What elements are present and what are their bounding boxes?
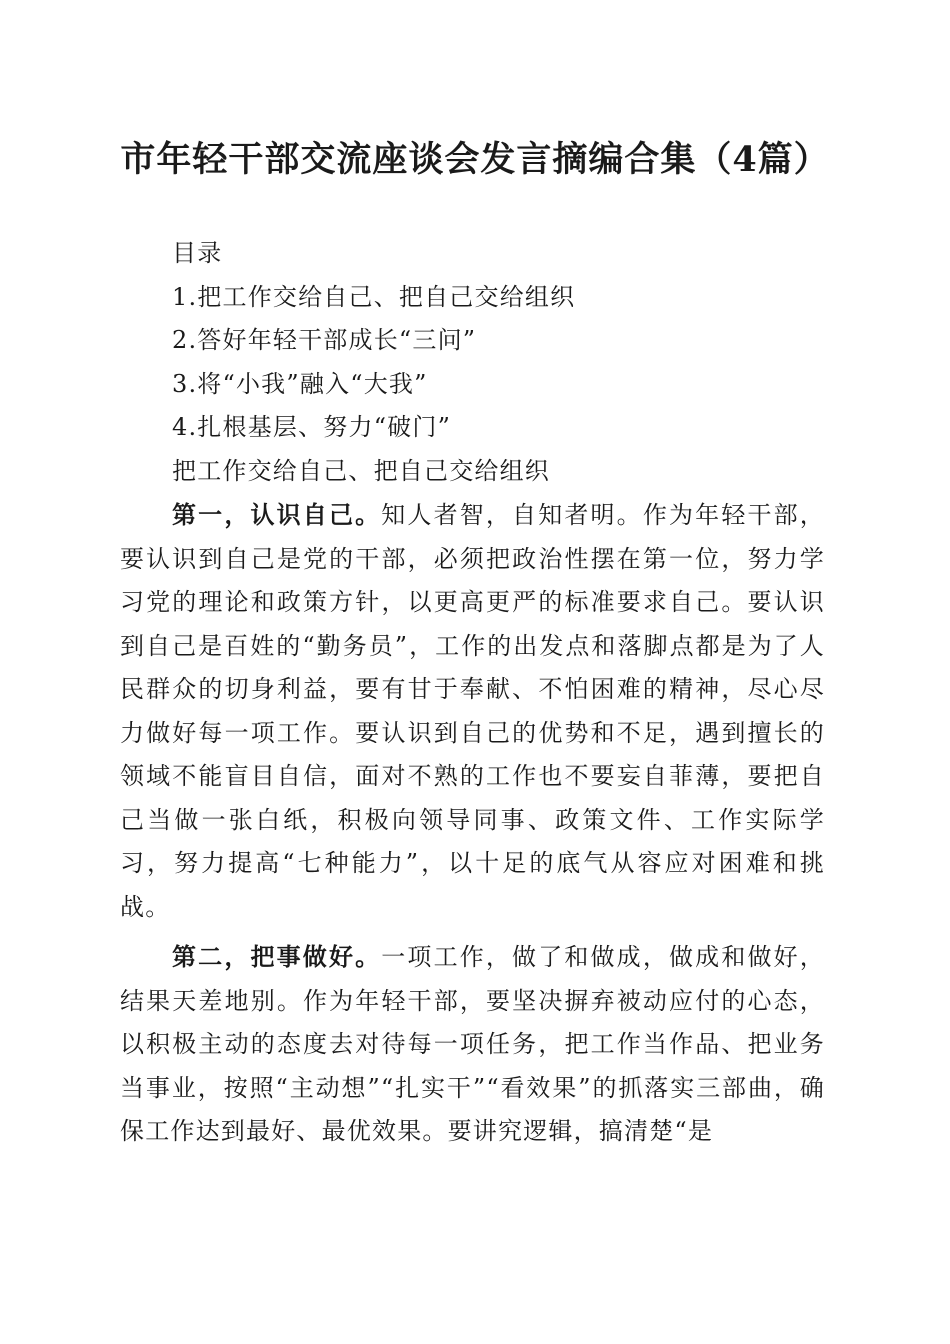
paragraph-1: [120, 493, 825, 929]
paragraph-1-lead: 第一，认识自己。: [172, 500, 382, 529]
toc-item-4: 4.扎根基层、努力“破门”: [172, 413, 452, 441]
document-body: [120, 232, 825, 1154]
toc-item-3: 3.将“小我”融入“大我”: [172, 369, 428, 398]
toc-item-2: 2.答好年轻干部成长“三问”: [172, 326, 477, 354]
paragraph-2-text: 一项工作，做了和做成，做成和做好，结果天差地别。作为年轻干部，要坚决摒弃被动应付的心态，以积极主动的态度去对待每一项任务，把工作当作品、把业务当事业，按照“主动想”“扎实干”“看效果”的抓落实三部曲，确保工作达到最好、最优效果。要讲究逻辑，搞清楚“是: [120, 943, 825, 1145]
section-title: 把工作交给自己、把自己交给组织: [172, 456, 550, 485]
paragraph-2-lead: 第二，把事做好。: [172, 942, 382, 971]
toc-item-1: 1.把工作交给自己、把自己交给组织: [172, 282, 576, 311]
paragraph-1-text: 知人者智，自知者明。作为年轻干部，要认识到自己是党的干部，必须把政治性摆在第一位，努力学习党的理论和政策方针，以更高更严的标准要求自己。要认识到自己是百姓的“勤务员”，工作的出发点和落脚点都是为了人民群众的切身利益，要有甘于奉献、不怕困难的精神，尽心尽力做好每一项工作。要认识到自己的优势和不足，遇到擅长的领域不能盲目自信，面对不熟的工作也不要妄自菲薄，要把自己当做一张白纸，积极向领导同事、政策文件、工作实际学习，努力提高“七种能力”，以十足的底气从容应对困难和挑战。: [120, 501, 825, 921]
paragraph-2: [120, 935, 825, 1154]
toc-heading: 目录: [172, 239, 223, 267]
document-title: 市年轻干部交流座谈会发言摘编合集（4篇）: [120, 139, 830, 180]
